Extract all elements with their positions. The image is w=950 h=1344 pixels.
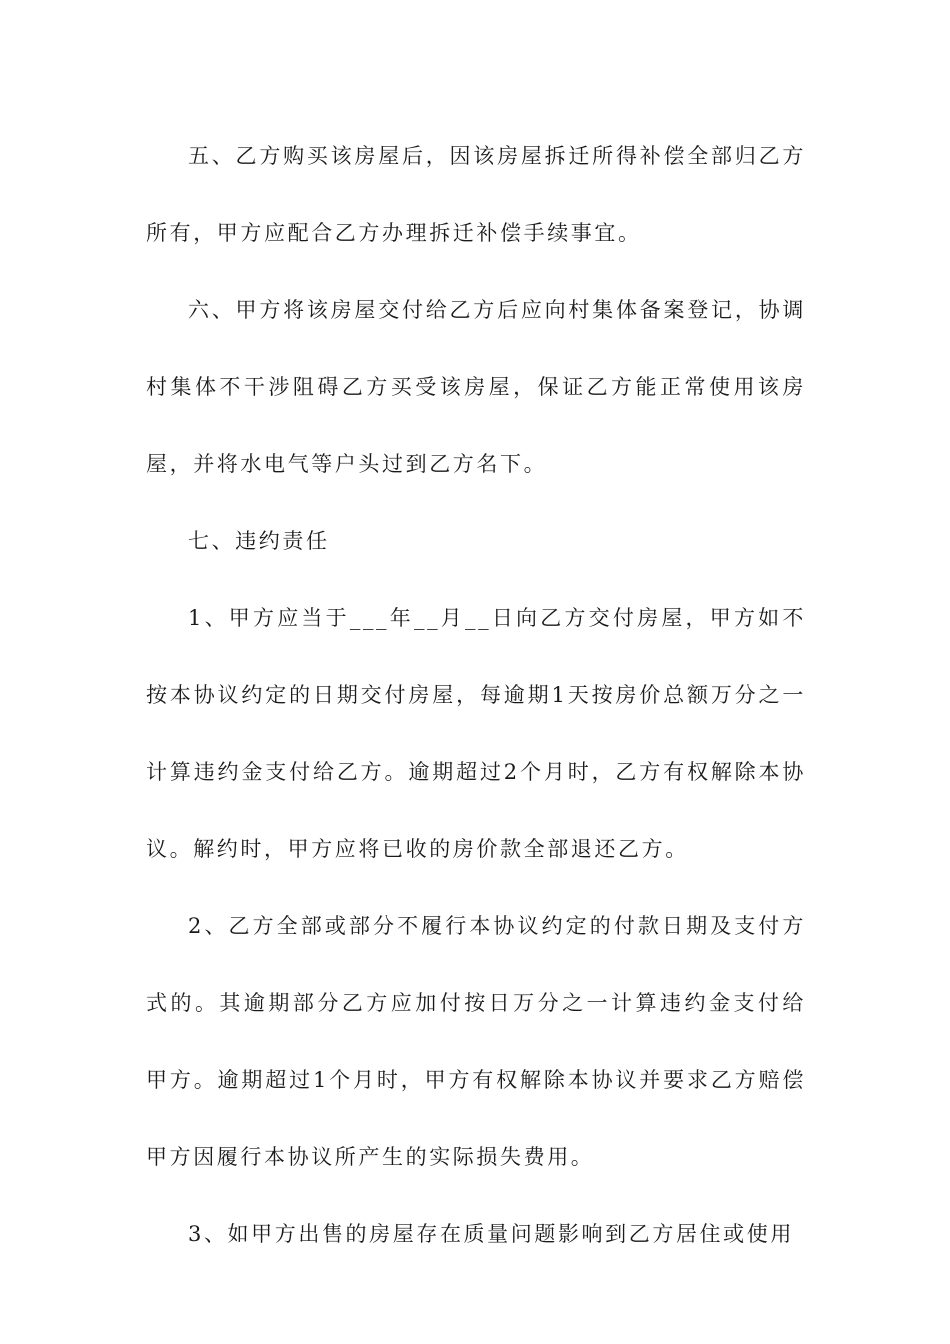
- section-heading-breach-liability: 七、违约责任: [188, 529, 330, 553]
- breach-item-3-paragraph: 3、如甲方出售的房屋存在质量问题影响到乙方居住或使用: [188, 1222, 794, 1246]
- document-body: [146, 118, 806, 1273]
- clause-6-paragraph: 六、甲方将该房屋交付给乙方后应向村集体备案登记，协调村集体不干涉阻碍乙方买受该房屋，保证乙方能正常使用该房屋，并将水电气等户头过到乙方名下。: [146, 298, 806, 476]
- breach-item-2-paragraph: 2、乙方全部或部分不履行本协议约定的付款日期及支付方式的。其逾期部分乙方应加付按日万分之一计算违约金支付给甲方。逾期超过1个月时，甲方有权解除本协议并要求乙方赔偿甲方因履行本协议所产生的实际损失费用。: [146, 914, 806, 1169]
- clause-5-paragraph: 五、乙方购买该房屋后，因该房屋拆迁所得补偿全部归乙方所有，甲方应配合乙方办理拆迁补偿手续事宜。: [146, 144, 806, 245]
- breach-item-1-paragraph: 1、甲方应当于___年__月__日向乙方交付房屋，甲方如不按本协议约定的日期交付房屋，每逾期1天按房价总额万分之一计算违约金支付给乙方。逾期超过2个月时，乙方有权解除本协议。解约时，甲方应将已收的房价款全部退还乙方。: [146, 606, 806, 861]
